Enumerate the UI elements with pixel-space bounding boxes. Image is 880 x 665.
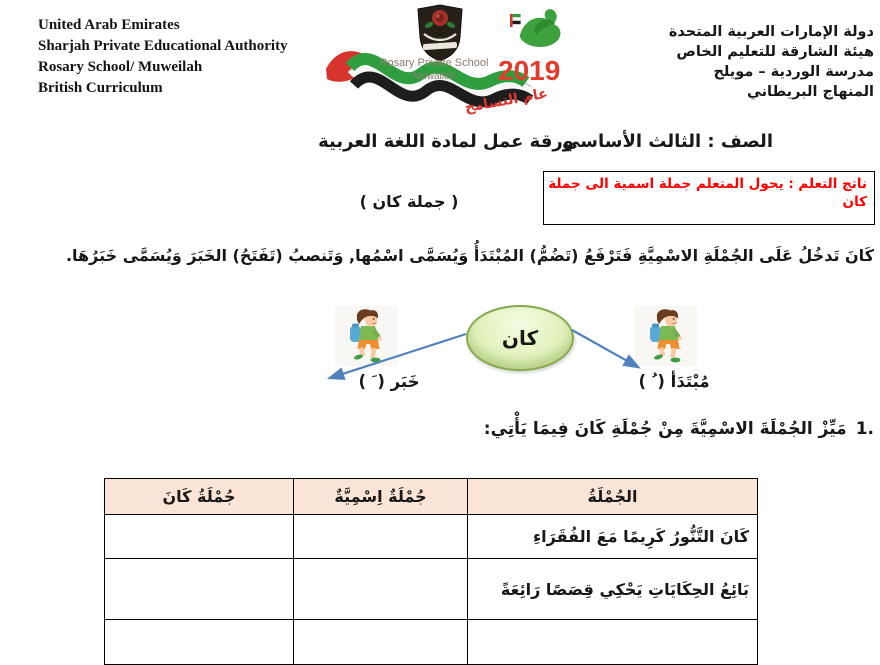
question-number: 1. <box>855 419 874 439</box>
header-line-curriculum: British Curriculum <box>38 80 163 96</box>
logo-school-name: Rosary Private School <box>379 57 489 69</box>
kana-answer-cell[interactable] <box>105 515 294 559</box>
logo-slogan: عام التسامح <box>463 85 549 116</box>
logo-year: 2019 <box>498 55 561 86</box>
mubtada-label: مُبْتَدَأ ( ُ ) <box>638 372 710 391</box>
class-line: الصف : الثالث الأساسي <box>562 131 773 152</box>
table-row <box>105 515 758 559</box>
dove-icon <box>510 9 560 47</box>
sentence-cell <box>468 620 758 665</box>
column-header-nominal: جُمْلَةٌ اِسْمِيَّةٌ <box>294 479 468 515</box>
sentence-cell: بَائِعُ الحِكَايَاتِ يَحْكِي قِصَصًا رَائِعَةً <box>468 559 758 620</box>
header-line-school-ar: مدرسة الوردية – مويلح <box>713 64 874 80</box>
learning-outcome-box <box>543 171 875 225</box>
nominal-answer-cell[interactable] <box>294 620 468 665</box>
school-crest-icon <box>418 5 462 61</box>
sentence-cell: كَانَ التَّنُّورُ كَرِيمًا مَعَ الفُقَرَاءِ <box>468 515 758 559</box>
school-logo-banner <box>322 3 578 117</box>
header-line-country-ar: دولة الإمارات العربية المتحدة <box>668 24 874 40</box>
table-header-row <box>105 479 758 515</box>
nominal-answer-cell[interactable] <box>294 515 468 559</box>
header-line-authority-ar: هيئة الشارقة للتعليم الخاص <box>676 44 874 60</box>
worksheet-title: ورقة عمل لمادة اللغة العربية <box>318 131 574 152</box>
kana-answer-cell[interactable] <box>105 620 294 665</box>
question-prompt: مَيِّزْ الجُمْلَةَ الاسْمِيَّةَ مِنْ جُمْلَةِ كَانَ فِيمَا يَأْتِي: <box>483 419 847 439</box>
header-line-curriculum-ar: المنهاج البريطاني <box>746 84 874 100</box>
header-line-school: Rosary School/ Muweilah <box>38 59 203 75</box>
header-line-country: United Arab Emirates <box>38 17 180 33</box>
header-line-authority: Sharjah Private Educational Authority <box>38 38 288 54</box>
column-header-sentence: الجُمْلَةُ <box>468 479 758 515</box>
khabar-label: خَبَر ( َ ) <box>358 372 420 391</box>
authority-header-arabic <box>669 22 874 102</box>
kana-answer-cell[interactable] <box>105 559 294 620</box>
lesson-title: ( جملة كان ) <box>359 192 459 211</box>
authority-header-english <box>38 15 288 99</box>
arrow-to-mubtada <box>572 330 638 367</box>
exercise-table <box>104 478 758 665</box>
table-row <box>105 620 758 665</box>
kana-oval-word: كان <box>501 326 539 350</box>
nominal-answer-cell[interactable] <box>294 559 468 620</box>
table-row <box>105 559 758 620</box>
learning-outcome-text: ناتج التعلم : يحول المتعلم جملة اسمية الى جملة كان <box>548 176 867 210</box>
question-1 <box>484 419 874 439</box>
rule-sentence: كَانَ تَدخُلُ عَلَى الجُمْلَةِ الاسْمِيَّةِ فَتَرْفَعُ (تَضُمُّ) المُبْتَدَأُ وَيُسَمَّى اسْمُها, وَتَنصبُ (تَفَتَحُ) الخَبَرَ وَيُسَمَّى خَبَرُهَا. <box>65 246 874 265</box>
column-header-kana: جُمْلَةُ كَانَ <box>105 479 294 515</box>
logo-branch-name: Muwaileh <box>412 71 456 82</box>
